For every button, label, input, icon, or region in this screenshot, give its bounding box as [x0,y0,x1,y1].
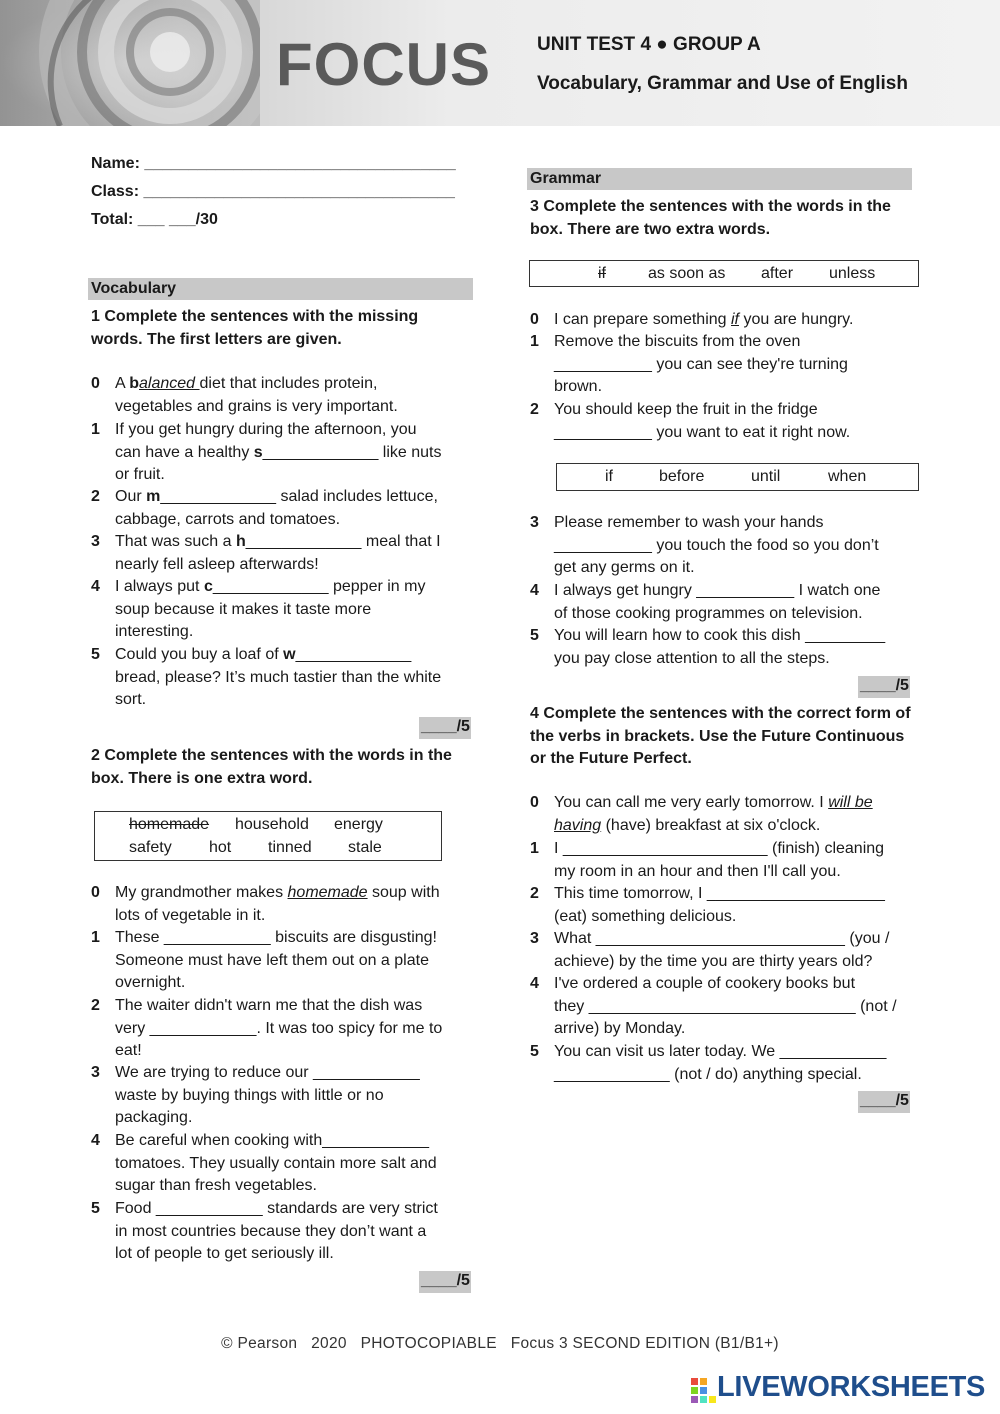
ex1-item-2 [91,486,471,532]
item-text[interactable]: they ______________________________ (not / [554,997,897,1015]
word-box-item: tinned [268,839,312,856]
item-number: 0 [91,375,100,392]
ex3-word-box-1 [529,260,919,287]
item-number: 0 [530,311,539,328]
item-number: 3 [91,533,100,550]
example-answer: will be [828,794,873,811]
ex2-score: ____/5 [419,1271,471,1293]
item-text: You can call me very early tomorrow. I [554,794,829,811]
ex4-item-2 [530,883,915,929]
ex2-item-2 [91,995,471,1063]
ex4-item-1 [530,838,915,884]
liveworksheets-brand[interactable]: LIVEWORKSHEETS [717,1371,986,1403]
ex4-score: ____/5 [858,1091,910,1113]
item-text: soup because it makes it taste more [115,600,372,618]
first-letter: s [253,443,263,461]
item-text: interesting. [115,623,194,641]
first-letter: b [129,375,140,392]
ex1-item-1 [91,419,471,487]
item-number: 1 [530,333,539,350]
answer-blank[interactable]: _____________ pepper in my [212,578,426,595]
word-box-item: energy [334,816,383,833]
answer-blank[interactable]: _____________ salad includes lettuce, [160,488,438,505]
item-text: packaging. [115,1109,193,1127]
ex2-item-4 [91,1130,471,1198]
first-letter: w [283,646,296,663]
ex3-item-4 [530,580,915,626]
unit-title: UNIT TEST 4 ● GROUP A [537,34,761,55]
first-letter: m [146,488,161,505]
item-text: (eat) something delicious. [554,907,737,925]
name-field[interactable]: Name: ___________________________________ [91,155,456,172]
item-text[interactable]: I _______________________ (finish) cleaning [554,840,885,857]
word-box-item: before [659,468,705,485]
copyright-footer: © Pearson 2020 PHOTOCOPIABLE Focus 3 SECOND EDITION (B1/B1+) [221,1335,779,1352]
exercise-2-instruction: 2 Complete the sentences with the words in the box. There is one extra word. [91,747,452,787]
unit-subtitle: Vocabulary, Grammar and Use of English [537,73,908,94]
item-text: cabbage, carrots and tomatoes. [115,510,341,528]
ex3-item-1 [530,331,915,399]
item-text: of those cooking programmes on television. [554,604,863,622]
item-text: soup with [367,884,440,901]
answer-blank[interactable]: _____________ like nuts [262,443,442,461]
item-number: 2 [91,997,100,1014]
item-number: 4 [91,578,100,595]
item-text: tomatoes. They usually contain more salt and [115,1154,437,1172]
liveworksheets-icon [691,1378,717,1404]
item-text: vegetables and grains is very important. [115,397,398,415]
ex3-item-5 [530,625,915,671]
item-text[interactable]: We are trying to reduce our ____________ [115,1064,420,1081]
ex4-item-3 [530,928,915,974]
first-letter: h [235,533,246,550]
ex2-item-3 [91,1062,471,1130]
ex4-item-5 [530,1041,915,1087]
item-text[interactable]: very ____________. It was too spicy for me to [115,1019,443,1037]
item-text: get any germs on it. [554,559,695,577]
word-box-item: after [761,265,794,282]
item-text: My grandmother makes [115,884,288,901]
item-number: 4 [530,582,539,599]
item-text: (have) breakfast at six o'clock. [601,816,821,834]
item-text: eat! [115,1042,142,1060]
item-text[interactable]: These ____________ biscuits are disgusting! [115,929,437,946]
word-box-item: if [598,265,606,282]
item-number: 2 [91,488,100,505]
item-number: 3 [530,930,539,947]
item-text[interactable]: ___________ you can see they're turning [554,355,848,373]
item-text: bread, please? It’s much tastier than the white [115,668,442,686]
item-text: you pay close attention to all the steps. [554,649,830,667]
item-text[interactable]: _____________ (not / do) anything special. [554,1065,862,1083]
word-box-item: when [828,468,867,485]
ex1-item-3 [91,531,471,577]
item-text: in most countries because they don’t want a [115,1222,427,1240]
ex2-word-box [94,811,442,861]
example-answer: alanced [139,375,200,392]
item-text: lots of vegetable in it. [115,906,266,924]
ex1-item-0 [91,373,471,419]
ex2-item-5 [91,1198,471,1266]
brand-logo-text: FOCUS [276,31,491,98]
ex3-item-2 [530,399,915,445]
item-number: 1 [530,840,539,857]
word-box-item: homemade [129,816,210,833]
item-number: 1 [91,929,100,946]
item-text: nearly fell asleep afterwards! [115,555,319,573]
word-box-item: safety [129,839,172,856]
item-number: 5 [91,646,100,663]
item-text[interactable]: What ____________________________ (you / [554,930,890,947]
example-answer: having [554,816,602,834]
item-text[interactable]: This time tomorrow, I ____________________ [554,885,885,902]
item-text: achieve) by the time you are thirty years old? [554,952,873,970]
word-box-item: household [235,816,309,833]
item-text[interactable]: ___________ you touch the food so you don’t [554,536,879,554]
item-text: arrive) by Monday. [554,1020,686,1038]
class-field[interactable]: Class: ___________________________________ [91,183,455,200]
ex3-word-box-2 [556,463,919,491]
item-text: lot of people to get seriously ill. [115,1245,334,1263]
item-text: That was such a [115,533,236,550]
word-box-item: until [751,468,781,485]
item-text: can have a healthy [115,443,254,461]
item-text: Someone must have left them out on a plate [115,951,429,969]
item-number: 5 [91,1200,100,1217]
item-number: 5 [530,1043,539,1060]
item-text[interactable]: I always get hungry ___________ I watch one [554,582,881,599]
exercise-4-instruction: 4 Complete the sentences with the correct form of the verbs in brackets. Use the Future Continuous or the Future Perfect. [530,705,911,768]
word-box-item: hot [209,839,232,856]
example-answer: if [731,311,739,328]
item-number: 1 [91,421,100,438]
item-number: 4 [530,975,539,992]
item-text[interactable]: You can visit us later today. We ____________ [554,1043,887,1060]
ex4-item-0 [530,792,915,838]
word-box-item: unless [829,265,876,282]
item-number: 0 [91,884,100,901]
focus-logo-swirl [0,0,260,126]
item-text: Please remember to wash your hands [554,514,824,531]
section-header-vocabulary: Vocabulary [88,278,473,300]
item-number: 2 [530,885,539,902]
ex4-item-4 [530,973,915,1041]
item-number: 5 [530,627,539,644]
item-text: my room in an hour and then I'll call you. [554,862,841,880]
answer-blank[interactable]: _____________ meal that I [245,533,441,550]
item-text: I've ordered a couple of cookery books but [554,975,856,992]
first-letter: c [203,578,213,595]
item-text: sort. [115,691,147,709]
ex1-item-5 [91,644,471,712]
item-text: Could you buy a loaf of [115,646,284,663]
ex2-item-1 [91,927,471,995]
item-text: brown. [554,378,603,396]
item-text: sugar than fresh vegetables. [115,1177,317,1195]
item-text: you are hungry. [739,311,854,328]
item-text: I always put [115,578,204,595]
item-number: 3 [530,514,539,531]
item-text[interactable]: Food ____________ standards are very strict [115,1200,438,1217]
item-text[interactable]: You will learn how to cook this dish _________ [554,627,886,644]
item-text: The waiter didn't warn me that the dish was [115,997,423,1014]
answer-blank[interactable]: _____________ [295,646,412,663]
item-text[interactable]: ___________ you want to eat it right now. [554,423,851,441]
word-box-item: stale [348,839,382,856]
item-number: 2 [530,401,539,418]
item-text: diet that includes protein, [199,375,378,392]
example-answer: homemade [287,884,368,901]
item-number: 3 [91,1064,100,1081]
item-text: You should keep the fruit in the fridge [554,401,818,418]
section-header-grammar: Grammar [527,168,912,190]
word-box-item: as soon as [648,265,726,282]
ex3-item-0 [530,309,915,332]
item-text: Our [115,488,147,505]
ex3-score: ____/5 [858,676,910,698]
item-text: Remove the biscuits from the oven [554,333,801,350]
exercise-1-instruction: 1 Complete the sentences with the missing words. The first letters are given. [91,308,419,348]
total-field: Total: ___ ___/30 [91,211,218,228]
exercise-3-instruction: 3 Complete the sentences with the words in the box. There are two extra words. [530,198,891,238]
ex1-score: ____/5 [419,717,471,739]
ex2-item-0 [91,882,471,928]
word-box-item: if [605,468,613,485]
ex1-item-4 [91,576,471,644]
item-text: overnight. [115,974,186,992]
item-number: 0 [530,794,539,811]
item-text[interactable]: Be careful when cooking with____________ [115,1132,430,1149]
item-text: I can prepare something [554,311,731,328]
ex3-item-3 [530,512,915,580]
item-text: or fruit. [115,466,165,484]
item-text: A [115,375,130,392]
item-text: If you get hungry during the afternoon, you [115,421,417,438]
item-text: waste by buying things with little or no [115,1086,384,1104]
item-number: 4 [91,1132,100,1149]
